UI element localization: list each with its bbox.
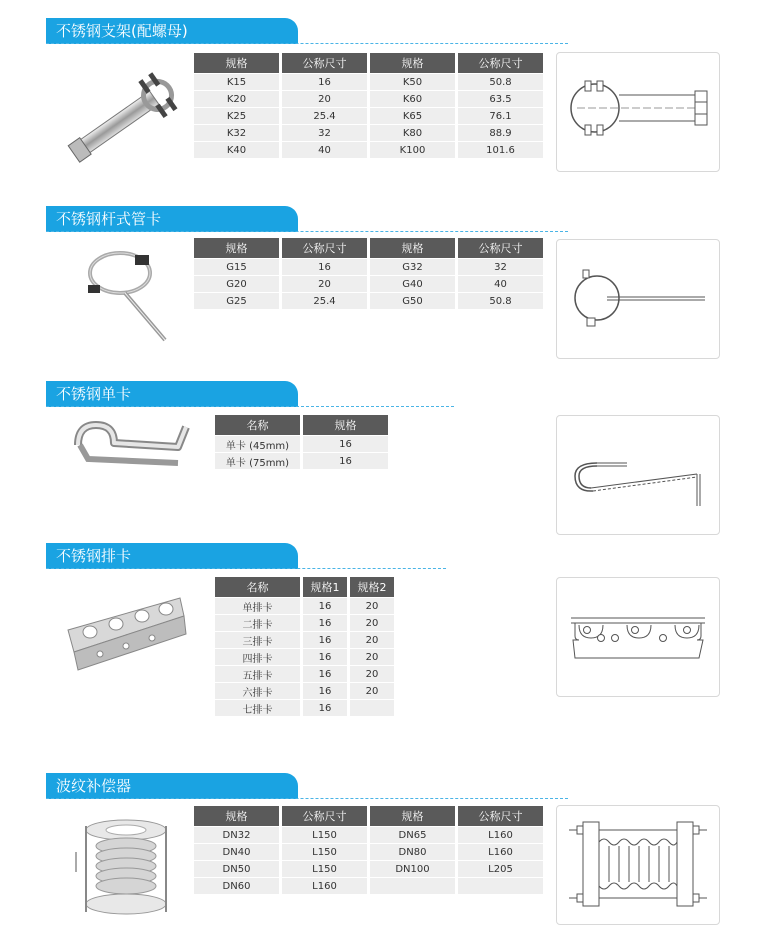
- bellows-compensator-diagram: [556, 805, 720, 925]
- table-cell: 16: [282, 74, 367, 90]
- section-divider: [46, 798, 568, 799]
- table-cell: 20: [350, 666, 394, 682]
- table-cell: 20: [282, 91, 367, 107]
- section-title-bellows-compensator: 波纹补偿器: [46, 773, 298, 799]
- table-row: [194, 74, 543, 90]
- table-cell: 二排卡: [215, 615, 300, 631]
- table-row: [194, 91, 543, 107]
- table-row: [194, 293, 543, 309]
- table-cell: K60: [370, 91, 455, 107]
- section-divider: [46, 406, 454, 407]
- table-cell: L150: [282, 844, 367, 860]
- bracket-product-image: [60, 62, 190, 172]
- table-row: [194, 125, 543, 141]
- table-row: [194, 142, 543, 158]
- table-cell: 16: [303, 683, 347, 699]
- table-cell: DN50: [194, 861, 279, 877]
- table-cell: 101.6: [458, 142, 543, 158]
- table-cell: G15: [194, 259, 279, 275]
- table-cell: [350, 700, 394, 716]
- table-cell: 25.4: [282, 108, 367, 124]
- table-header-row: [194, 238, 543, 258]
- table-cell: 单卡 (45mm): [215, 436, 300, 452]
- table-cell: 七排卡: [215, 700, 300, 716]
- table-row: [215, 683, 394, 699]
- table-cell: K32: [194, 125, 279, 141]
- table-cell: 32: [282, 125, 367, 141]
- table-cell: G40: [370, 276, 455, 292]
- table-cell: G50: [370, 293, 455, 309]
- rod-clamp-spec-table: [191, 237, 546, 310]
- table-header: 规格: [370, 238, 455, 258]
- table-cell: L150: [282, 827, 367, 843]
- table-header: 公称尺寸: [282, 238, 367, 258]
- table-cell: 63.5: [458, 91, 543, 107]
- table-cell: 50.8: [458, 293, 543, 309]
- table-cell: K20: [194, 91, 279, 107]
- table-row: [215, 666, 394, 682]
- table-row: [194, 844, 543, 860]
- table-cell: 16: [282, 259, 367, 275]
- table-cell: 三排卡: [215, 632, 300, 648]
- table-cell: K25: [194, 108, 279, 124]
- table-cell: K40: [194, 142, 279, 158]
- table-cell: 20: [350, 632, 394, 648]
- table-cell: [458, 878, 543, 894]
- bellows-compensator-product-image: [68, 812, 183, 927]
- section-divider: [46, 568, 446, 569]
- table-cell: 单卡 (75mm): [215, 453, 300, 469]
- table-header: 规格: [370, 806, 455, 826]
- table-row: [194, 259, 543, 275]
- table-row: [194, 827, 543, 843]
- bracket-diagram: [556, 52, 720, 172]
- single-clamp-spec-table: [212, 414, 391, 470]
- table-cell: DN100: [370, 861, 455, 877]
- table-cell: L150: [282, 861, 367, 877]
- table-header: 规格1: [303, 577, 347, 597]
- table-header: 公称尺寸: [282, 53, 367, 73]
- table-cell: K80: [370, 125, 455, 141]
- table-row: [194, 276, 543, 292]
- bracket-spec-table: [191, 52, 546, 159]
- table-header: 规格: [194, 806, 279, 826]
- table-cell: 20: [350, 649, 394, 665]
- table-cell: G20: [194, 276, 279, 292]
- rod-clamp-diagram: [556, 239, 720, 359]
- single-clamp-product-image: [68, 415, 193, 475]
- table-cell: G32: [370, 259, 455, 275]
- table-cell: L160: [458, 827, 543, 843]
- section-divider: [46, 231, 568, 232]
- table-row: [215, 632, 394, 648]
- table-cell: [370, 878, 455, 894]
- table-cell: K65: [370, 108, 455, 124]
- row-clamp-diagram: [556, 577, 720, 697]
- table-cell: 五排卡: [215, 666, 300, 682]
- table-cell: 76.1: [458, 108, 543, 124]
- table-cell: DN60: [194, 878, 279, 894]
- table-cell: K100: [370, 142, 455, 158]
- table-cell: 40: [458, 276, 543, 292]
- table-header-row: [194, 53, 543, 73]
- table-row: [215, 436, 388, 452]
- table-header-row: [215, 415, 388, 435]
- table-cell: 40: [282, 142, 367, 158]
- table-cell: 88.9: [458, 125, 543, 141]
- section-divider: [46, 43, 568, 44]
- table-row: [215, 700, 394, 716]
- table-header: 规格: [194, 238, 279, 258]
- table-header: 公称尺寸: [458, 806, 543, 826]
- table-header: 规格2: [350, 577, 394, 597]
- table-cell: 25.4: [282, 293, 367, 309]
- table-header: 公称尺寸: [458, 238, 543, 258]
- table-cell: DN40: [194, 844, 279, 860]
- table-cell: DN32: [194, 827, 279, 843]
- table-row: [215, 649, 394, 665]
- table-header-row: [194, 806, 543, 826]
- table-cell: DN65: [370, 827, 455, 843]
- table-cell: 16: [303, 436, 388, 452]
- table-cell: 20: [350, 598, 394, 614]
- table-header: 公称尺寸: [282, 806, 367, 826]
- table-cell: 16: [303, 666, 347, 682]
- table-header: 规格: [303, 415, 388, 435]
- table-cell: 16: [303, 453, 388, 469]
- table-row: [215, 615, 394, 631]
- table-header: 公称尺寸: [458, 53, 543, 73]
- table-cell: L205: [458, 861, 543, 877]
- row-clamp-product-image: [60, 590, 190, 675]
- table-cell: L160: [458, 844, 543, 860]
- table-cell: 单排卡: [215, 598, 300, 614]
- table-header: 规格: [194, 53, 279, 73]
- table-header-row: [215, 577, 394, 597]
- table-cell: 20: [350, 683, 394, 699]
- section-title-rod-clamp: 不锈钢杆式管卡: [46, 206, 298, 232]
- table-cell: 四排卡: [215, 649, 300, 665]
- table-cell: K15: [194, 74, 279, 90]
- table-cell: 16: [303, 649, 347, 665]
- row-clamp-spec-table: [212, 576, 397, 717]
- table-cell: 50.8: [458, 74, 543, 90]
- table-cell: 16: [303, 598, 347, 614]
- table-row: [194, 878, 543, 894]
- table-row: [194, 861, 543, 877]
- bellows-compensator-spec-table: [191, 805, 546, 895]
- table-cell: K50: [370, 74, 455, 90]
- table-cell: 16: [303, 632, 347, 648]
- table-header: 规格: [370, 53, 455, 73]
- rod-clamp-product-image: [80, 245, 180, 350]
- single-clamp-diagram: [556, 415, 720, 535]
- table-header: 名称: [215, 577, 300, 597]
- table-cell: 16: [303, 615, 347, 631]
- table-header: 名称: [215, 415, 300, 435]
- table-cell: 16: [303, 700, 347, 716]
- table-cell: 32: [458, 259, 543, 275]
- table-cell: 20: [282, 276, 367, 292]
- section-title-bracket: 不锈钢支架(配螺母): [46, 18, 298, 44]
- section-title-row-clamp: 不锈钢排卡: [46, 543, 298, 569]
- section-title-single-clamp: 不锈钢单卡: [46, 381, 298, 407]
- table-row: [215, 453, 388, 469]
- table-cell: 20: [350, 615, 394, 631]
- table-cell: 六排卡: [215, 683, 300, 699]
- table-row: [215, 598, 394, 614]
- table-row: [194, 108, 543, 124]
- table-cell: G25: [194, 293, 279, 309]
- table-cell: DN80: [370, 844, 455, 860]
- table-cell: L160: [282, 878, 367, 894]
